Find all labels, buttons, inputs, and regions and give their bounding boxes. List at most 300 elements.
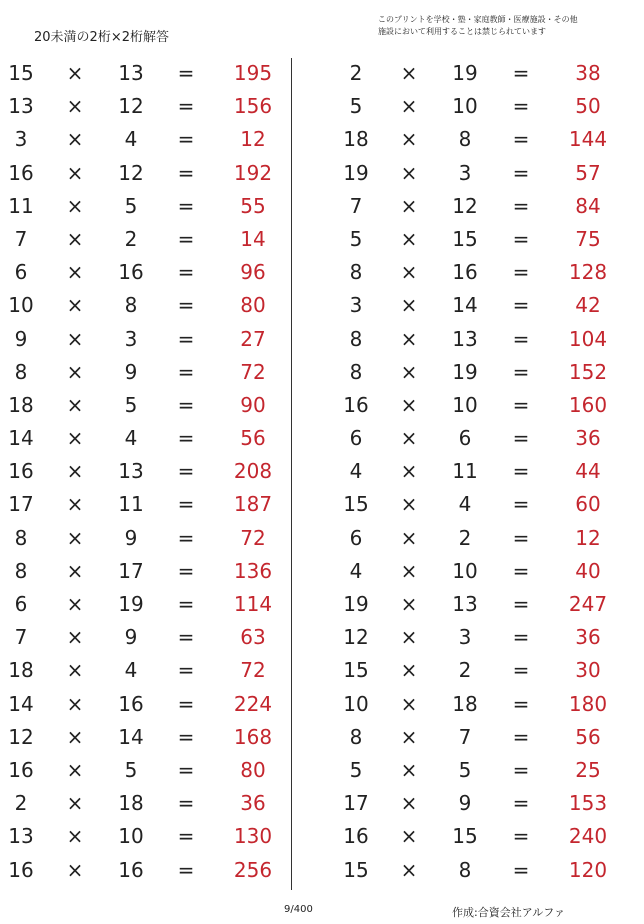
times-sign: × <box>66 757 84 782</box>
answer: 180 <box>568 691 608 716</box>
multiplier: 3 <box>458 160 472 185</box>
equals-sign: = <box>177 857 195 882</box>
answer: 56 <box>240 426 266 451</box>
equals-sign: = <box>177 791 195 816</box>
multiplicand: 5 <box>349 94 363 119</box>
equals-sign: = <box>512 160 530 185</box>
answer: 40 <box>575 558 601 583</box>
times-sign: × <box>400 359 418 384</box>
multiplier: 8 <box>124 293 138 318</box>
multiplicand: 6 <box>349 426 363 451</box>
author-credit: 作成:合資会社アルファ <box>452 906 566 919</box>
multiplier: 16 <box>118 857 144 882</box>
answer: 224 <box>233 691 273 716</box>
times-sign: × <box>66 426 84 451</box>
multiplier: 2 <box>458 525 472 550</box>
multiplier: 16 <box>118 260 144 285</box>
times-sign: × <box>400 293 418 318</box>
multiplicand: 12 <box>343 625 369 650</box>
problem-row <box>0 621 290 654</box>
multiplicand: 2 <box>349 61 363 85</box>
multiplicand: 16 <box>8 857 34 882</box>
answer: 208 <box>233 459 273 484</box>
times-sign: × <box>400 791 418 816</box>
times-sign: × <box>400 459 418 484</box>
times-sign: × <box>400 757 418 782</box>
multiplier: 14 <box>452 293 478 318</box>
multiplicand: 19 <box>343 160 369 185</box>
problem-row <box>300 289 640 322</box>
multiplier: 10 <box>452 558 478 583</box>
answer: 160 <box>568 392 608 417</box>
problem-row <box>0 289 290 322</box>
answer: 80 <box>240 293 266 318</box>
multiplicand: 16 <box>343 824 369 849</box>
problem-row <box>0 488 290 521</box>
answer: 247 <box>568 592 608 616</box>
multiplier: 3 <box>458 625 472 650</box>
problem-row <box>300 621 640 654</box>
problem-row <box>300 323 640 356</box>
multiplier: 9 <box>458 791 472 816</box>
problem-row <box>0 721 290 754</box>
times-sign: × <box>66 525 84 550</box>
multiplicand: 18 <box>343 127 369 152</box>
times-sign: × <box>400 160 418 185</box>
answer: 42 <box>575 293 601 318</box>
multiplier: 6 <box>458 426 472 451</box>
equals-sign: = <box>177 426 195 451</box>
multiplicand: 8 <box>349 359 363 384</box>
multiplier: 5 <box>124 757 138 782</box>
equals-sign: = <box>177 392 195 417</box>
multiplicand: 13 <box>8 824 34 849</box>
answer: 136 <box>233 558 273 583</box>
multiplier: 9 <box>124 359 138 384</box>
multiplicand: 11 <box>8 193 34 218</box>
answer: 256 <box>233 857 273 882</box>
answer: 153 <box>568 791 608 816</box>
usage-notice-line-1: このプリントを学校・塾・家庭教師・医療施設・その他 <box>378 15 578 24</box>
left-problem-column <box>0 57 290 887</box>
multiplier: 19 <box>452 359 478 384</box>
problem-row <box>300 488 640 521</box>
times-sign: × <box>400 824 418 849</box>
worksheet-title: 20未満の2桁×2桁解答 <box>34 30 169 45</box>
equals-sign: = <box>177 193 195 218</box>
answer: 60 <box>575 492 601 517</box>
answer: 12 <box>575 525 601 550</box>
problem-row <box>300 522 640 555</box>
equals-sign: = <box>177 658 195 683</box>
answer: 72 <box>240 525 266 550</box>
problem-row <box>300 256 640 289</box>
problem-row <box>0 123 290 156</box>
problem-row <box>300 190 640 223</box>
answer: 168 <box>233 724 273 749</box>
multiplier: 15 <box>452 824 478 849</box>
times-sign: × <box>400 625 418 650</box>
problem-row <box>300 688 640 721</box>
equals-sign: = <box>512 658 530 683</box>
answer: 96 <box>240 260 266 285</box>
equals-sign: = <box>512 392 530 417</box>
problem-row <box>300 721 640 754</box>
times-sign: × <box>66 61 84 85</box>
problem-row <box>300 654 640 687</box>
times-sign: × <box>66 226 84 251</box>
answer: 55 <box>240 193 266 218</box>
multiplier: 16 <box>452 260 478 285</box>
problem-row <box>300 356 640 389</box>
times-sign: × <box>66 558 84 583</box>
multiplicand: 15 <box>343 492 369 517</box>
times-sign: × <box>400 857 418 882</box>
answer: 130 <box>233 824 273 849</box>
equals-sign: = <box>177 359 195 384</box>
equals-sign: = <box>177 525 195 550</box>
problem-row <box>0 787 290 820</box>
multiplier: 10 <box>118 824 144 849</box>
answer: 152 <box>568 359 608 384</box>
problem-row <box>0 854 290 887</box>
answer: 38 <box>575 61 601 85</box>
multiplicand: 16 <box>8 459 34 484</box>
times-sign: × <box>400 558 418 583</box>
column-divider <box>291 58 292 890</box>
answer: 30 <box>575 658 601 683</box>
equals-sign: = <box>512 193 530 218</box>
answer: 36 <box>575 625 601 650</box>
answer: 90 <box>240 392 266 417</box>
problem-row <box>0 555 290 588</box>
problem-row <box>0 256 290 289</box>
answer: 80 <box>240 757 266 782</box>
problem-row <box>300 854 640 887</box>
multiplicand: 10 <box>8 293 34 318</box>
equals-sign: = <box>512 326 530 351</box>
equals-sign: = <box>177 326 195 351</box>
multiplicand: 5 <box>349 757 363 782</box>
equals-sign: = <box>177 757 195 782</box>
multiplier: 8 <box>458 857 472 882</box>
problem-row <box>0 588 290 621</box>
answer: 56 <box>575 724 601 749</box>
problem-row <box>0 223 290 256</box>
equals-sign: = <box>177 724 195 749</box>
multiplier: 9 <box>124 525 138 550</box>
multiplier: 3 <box>124 326 138 351</box>
multiplier: 19 <box>118 592 144 616</box>
multiplicand: 14 <box>8 426 34 451</box>
answer: 12 <box>240 127 266 152</box>
equals-sign: = <box>512 94 530 119</box>
equals-sign: = <box>512 61 530 85</box>
problem-row <box>0 323 290 356</box>
multiplicand: 3 <box>349 293 363 318</box>
equals-sign: = <box>177 61 195 85</box>
multiplier: 5 <box>458 757 472 782</box>
problem-row <box>300 787 640 820</box>
usage-notice-line-2: 施設において利用することは禁じられています <box>378 27 546 36</box>
times-sign: × <box>400 61 418 85</box>
times-sign: × <box>66 459 84 484</box>
equals-sign: = <box>512 558 530 583</box>
equals-sign: = <box>177 459 195 484</box>
multiplicand: 9 <box>14 326 28 351</box>
problem-row <box>0 389 290 422</box>
problem-row <box>300 820 640 853</box>
times-sign: × <box>66 492 84 517</box>
times-sign: × <box>66 160 84 185</box>
times-sign: × <box>66 625 84 650</box>
problem-row <box>300 588 640 621</box>
problem-row <box>300 90 640 123</box>
times-sign: × <box>66 193 84 218</box>
equals-sign: = <box>512 791 530 816</box>
multiplicand: 6 <box>349 525 363 550</box>
equals-sign: = <box>177 691 195 716</box>
equals-sign: = <box>177 625 195 650</box>
equals-sign: = <box>177 592 195 616</box>
times-sign: × <box>400 127 418 152</box>
multiplier: 11 <box>118 492 144 517</box>
equals-sign: = <box>512 127 530 152</box>
times-sign: × <box>400 426 418 451</box>
equals-sign: = <box>512 857 530 882</box>
multiplier: 4 <box>124 127 138 152</box>
problem-row <box>0 157 290 190</box>
problem-row <box>300 389 640 422</box>
answer: 36 <box>240 791 266 816</box>
times-sign: × <box>400 525 418 550</box>
times-sign: × <box>400 226 418 251</box>
equals-sign: = <box>177 226 195 251</box>
problem-row <box>0 522 290 555</box>
answer: 156 <box>233 94 273 119</box>
answer: 195 <box>233 61 273 85</box>
multiplicand: 17 <box>8 492 34 517</box>
times-sign: × <box>400 260 418 285</box>
multiplicand: 16 <box>8 757 34 782</box>
times-sign: × <box>400 326 418 351</box>
problem-row <box>300 223 640 256</box>
problem-row <box>0 356 290 389</box>
equals-sign: = <box>177 94 195 119</box>
multiplicand: 16 <box>343 392 369 417</box>
problem-row <box>0 190 290 223</box>
multiplier: 5 <box>124 392 138 417</box>
equals-sign: = <box>177 492 195 517</box>
right-problem-column <box>300 57 640 887</box>
multiplicand: 8 <box>349 326 363 351</box>
times-sign: × <box>66 94 84 119</box>
multiplicand: 17 <box>343 791 369 816</box>
times-sign: × <box>400 94 418 119</box>
answer: 192 <box>233 160 273 185</box>
multiplier: 2 <box>458 658 472 683</box>
multiplier: 5 <box>124 193 138 218</box>
multiplier: 7 <box>458 724 472 749</box>
times-sign: × <box>66 658 84 683</box>
multiplicand: 15 <box>8 61 34 85</box>
equals-sign: = <box>512 293 530 318</box>
multiplicand: 6 <box>14 592 28 616</box>
times-sign: × <box>66 293 84 318</box>
answer: 44 <box>575 459 601 484</box>
problem-row <box>300 555 640 588</box>
multiplicand: 4 <box>349 459 363 484</box>
times-sign: × <box>66 791 84 816</box>
times-sign: × <box>400 658 418 683</box>
equals-sign: = <box>512 824 530 849</box>
problem-row <box>0 654 290 687</box>
problem-row <box>300 422 640 455</box>
multiplier: 18 <box>118 791 144 816</box>
multiplicand: 7 <box>14 226 28 251</box>
multiplicand: 7 <box>349 193 363 218</box>
multiplier: 13 <box>118 459 144 484</box>
multiplicand: 8 <box>14 359 28 384</box>
multiplicand: 15 <box>343 658 369 683</box>
multiplier: 4 <box>124 426 138 451</box>
multiplier: 19 <box>452 61 478 85</box>
times-sign: × <box>66 691 84 716</box>
equals-sign: = <box>177 824 195 849</box>
answer: 187 <box>233 492 273 517</box>
multiplier: 4 <box>458 492 472 517</box>
problem-row <box>300 57 640 90</box>
multiplicand: 18 <box>8 392 34 417</box>
multiplicand: 6 <box>14 260 28 285</box>
times-sign: × <box>66 724 84 749</box>
equals-sign: = <box>177 127 195 152</box>
times-sign: × <box>66 359 84 384</box>
multiplicand: 15 <box>343 857 369 882</box>
times-sign: × <box>66 127 84 152</box>
multiplicand: 4 <box>349 558 363 583</box>
problem-row <box>0 57 290 90</box>
answer: 25 <box>575 757 601 782</box>
problem-row <box>0 754 290 787</box>
multiplicand: 8 <box>14 525 28 550</box>
multiplicand: 8 <box>349 724 363 749</box>
multiplier: 10 <box>452 94 478 119</box>
multiplicand: 7 <box>14 625 28 650</box>
multiplicand: 14 <box>8 691 34 716</box>
times-sign: × <box>400 392 418 417</box>
answer: 57 <box>575 160 601 185</box>
times-sign: × <box>400 724 418 749</box>
answer: 114 <box>233 592 273 616</box>
answer: 27 <box>240 326 266 351</box>
equals-sign: = <box>512 525 530 550</box>
answer: 84 <box>575 193 601 218</box>
multiplier: 10 <box>452 392 478 417</box>
equals-sign: = <box>512 724 530 749</box>
answer: 36 <box>575 426 601 451</box>
equals-sign: = <box>512 426 530 451</box>
equals-sign: = <box>512 492 530 517</box>
multiplicand: 19 <box>343 592 369 616</box>
multiplier: 4 <box>124 658 138 683</box>
answer: 240 <box>568 824 608 849</box>
multiplier: 11 <box>452 459 478 484</box>
multiplicand: 3 <box>14 127 28 152</box>
multiplier: 13 <box>452 592 478 616</box>
problem-row <box>300 157 640 190</box>
equals-sign: = <box>512 625 530 650</box>
multiplicand: 10 <box>343 691 369 716</box>
usage-notice <box>378 14 628 38</box>
page-number: 9/400 <box>284 904 313 915</box>
answer: 63 <box>240 625 266 650</box>
problem-row <box>0 422 290 455</box>
multiplicand: 16 <box>8 160 34 185</box>
multiplier: 12 <box>118 160 144 185</box>
multiplicand: 8 <box>14 558 28 583</box>
problem-row <box>0 820 290 853</box>
answer: 72 <box>240 658 266 683</box>
times-sign: × <box>66 824 84 849</box>
equals-sign: = <box>512 459 530 484</box>
multiplier: 2 <box>124 226 138 251</box>
problem-row <box>300 754 640 787</box>
multiplier: 17 <box>118 558 144 583</box>
multiplicand: 8 <box>349 260 363 285</box>
problem-row <box>300 123 640 156</box>
multiplier: 18 <box>452 691 478 716</box>
multiplicand: 18 <box>8 658 34 683</box>
multiplicand: 2 <box>14 791 28 816</box>
problem-row <box>0 455 290 488</box>
multiplicand: 12 <box>8 724 34 749</box>
answer: 104 <box>568 326 608 351</box>
multiplier: 14 <box>118 724 144 749</box>
multiplier: 13 <box>118 61 144 85</box>
answer: 128 <box>568 260 608 285</box>
multiplier: 16 <box>118 691 144 716</box>
equals-sign: = <box>512 226 530 251</box>
multiplier: 8 <box>458 127 472 152</box>
times-sign: × <box>400 592 418 616</box>
equals-sign: = <box>177 260 195 285</box>
answer: 144 <box>568 127 608 152</box>
equals-sign: = <box>512 260 530 285</box>
answer: 120 <box>568 857 608 882</box>
problem-row <box>0 90 290 123</box>
times-sign: × <box>400 691 418 716</box>
multiplier: 15 <box>452 226 478 251</box>
problem-row <box>300 455 640 488</box>
multiplier: 12 <box>118 94 144 119</box>
times-sign: × <box>66 326 84 351</box>
answer: 14 <box>240 226 266 251</box>
multiplier: 12 <box>452 193 478 218</box>
multiplicand: 5 <box>349 226 363 251</box>
times-sign: × <box>66 857 84 882</box>
answer: 75 <box>575 226 601 251</box>
multiplier: 13 <box>452 326 478 351</box>
multiplicand: 13 <box>8 94 34 119</box>
multiplier: 9 <box>124 625 138 650</box>
times-sign: × <box>400 193 418 218</box>
equals-sign: = <box>177 160 195 185</box>
equals-sign: = <box>512 691 530 716</box>
equals-sign: = <box>512 592 530 616</box>
times-sign: × <box>66 592 84 616</box>
answer: 72 <box>240 359 266 384</box>
